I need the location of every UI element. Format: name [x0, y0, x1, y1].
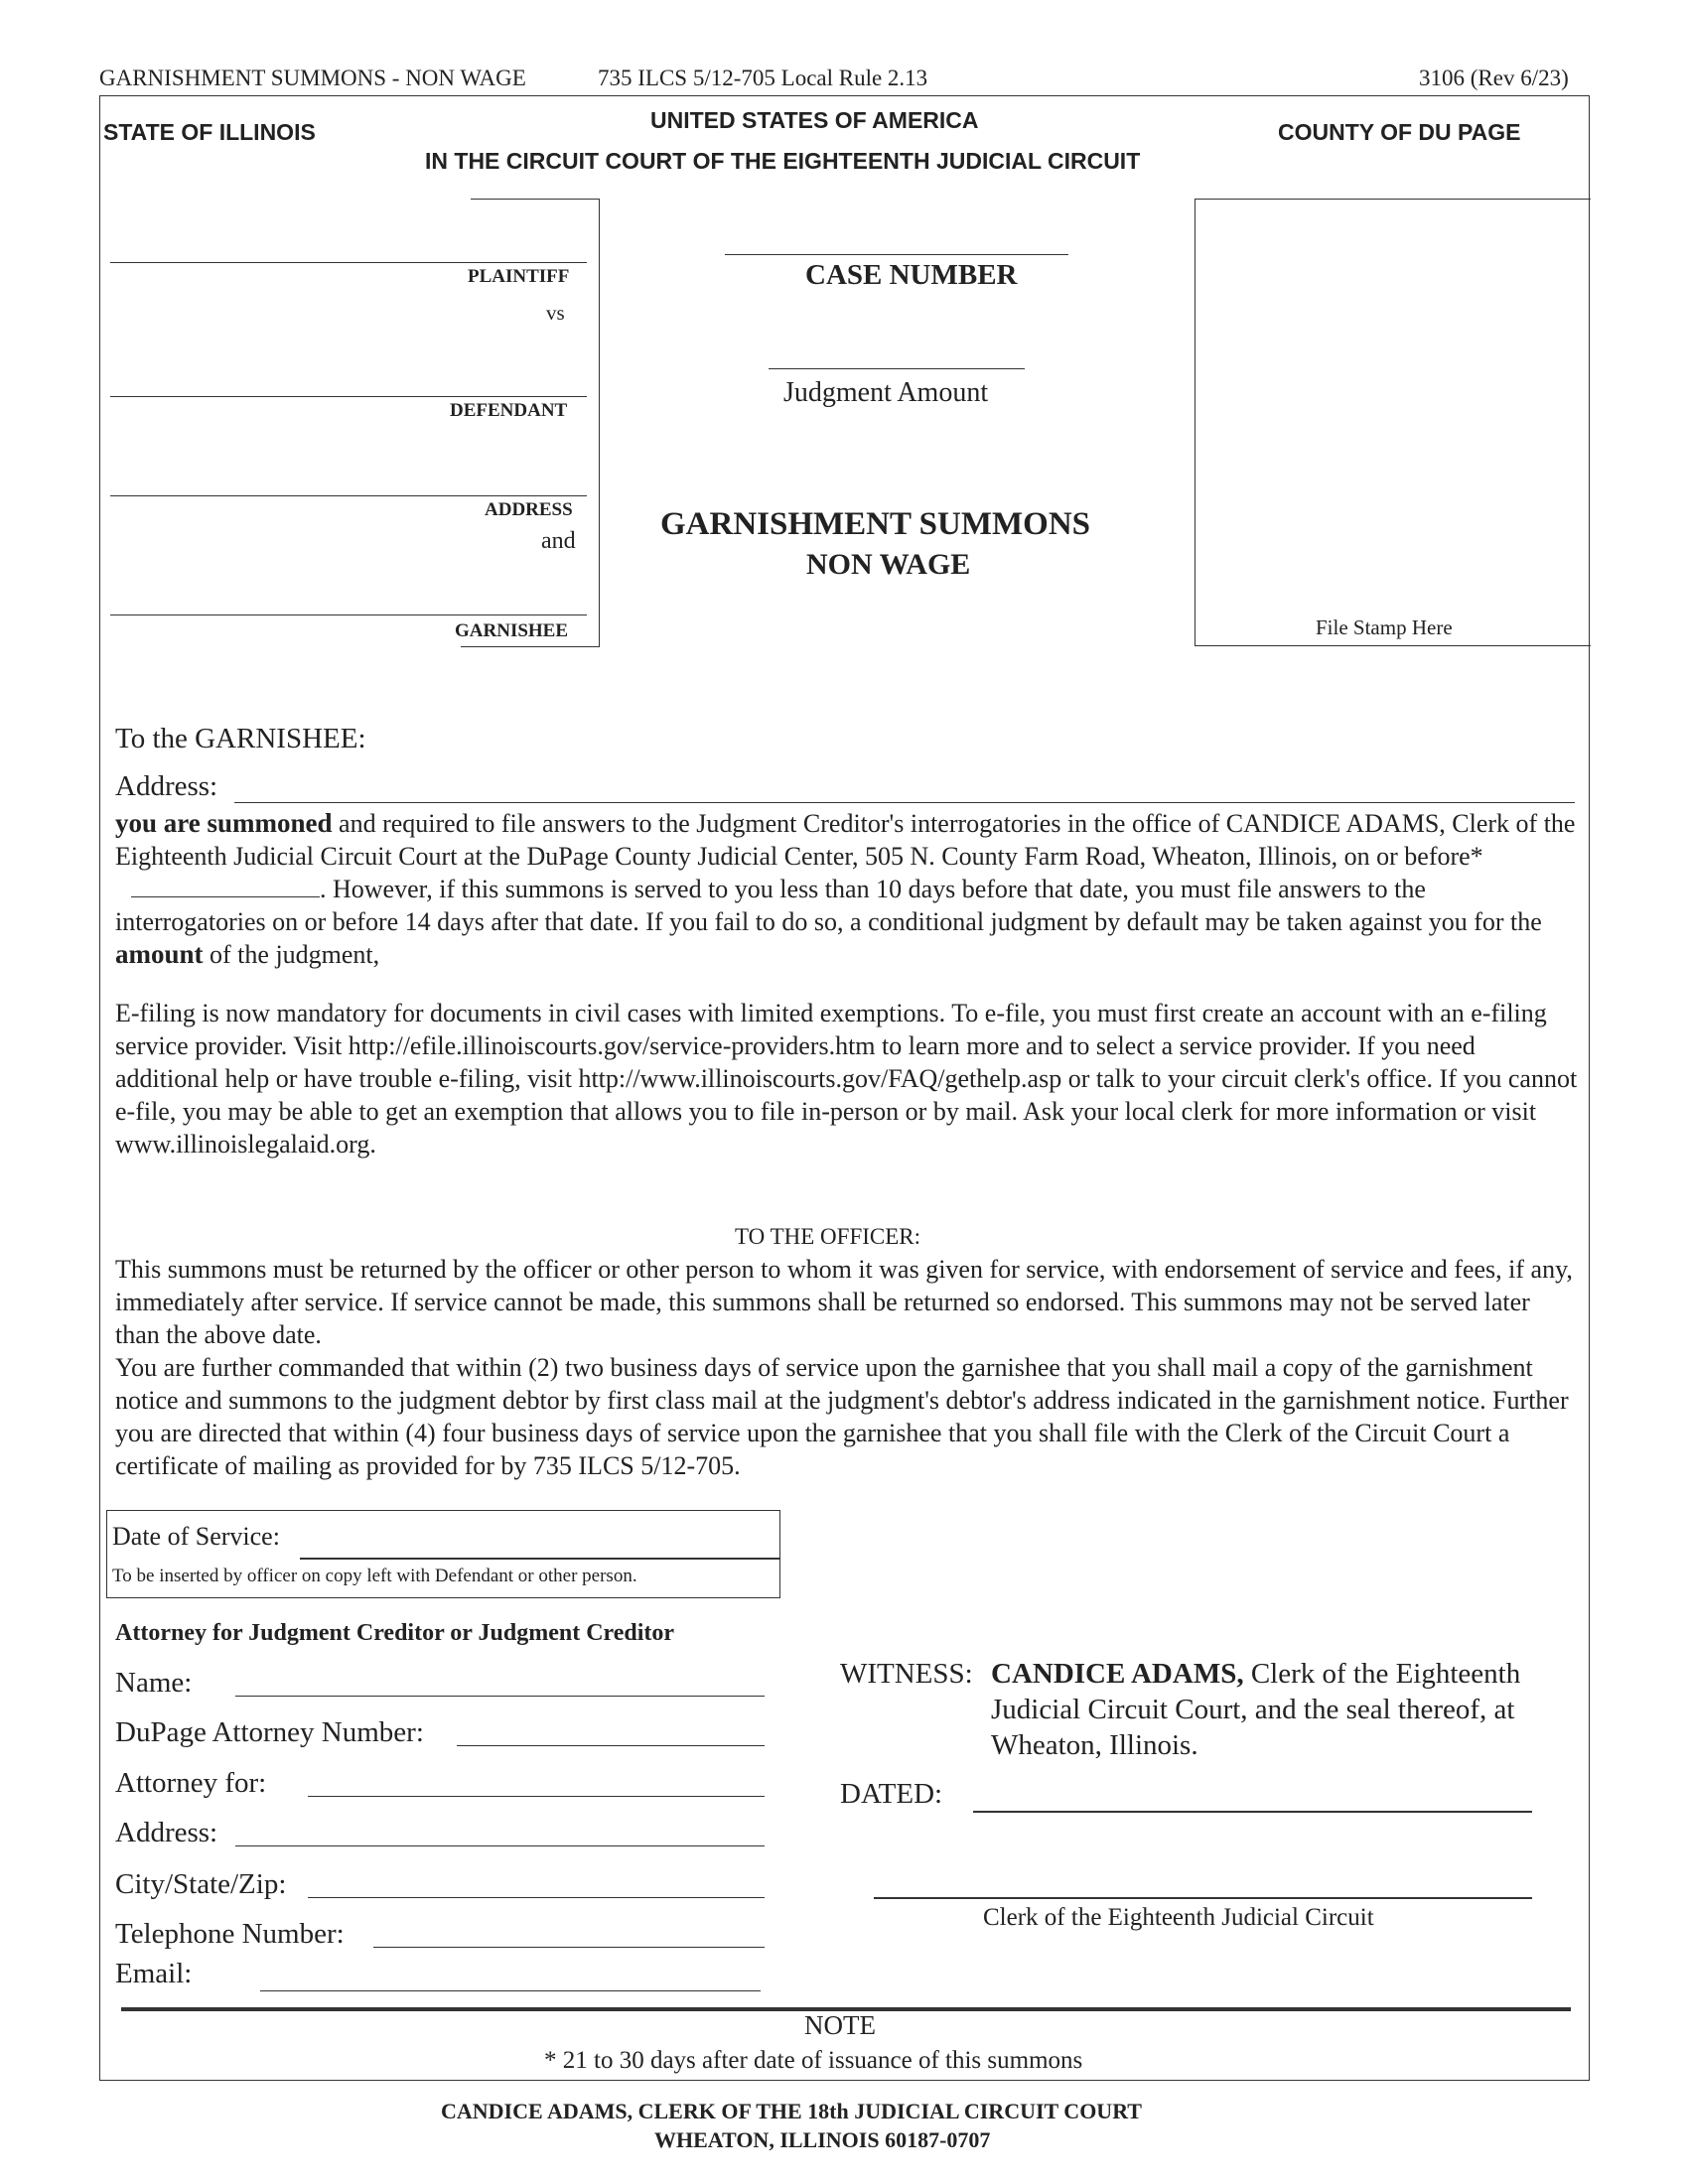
- county-label: COUNTY OF DU PAGE: [1278, 119, 1521, 145]
- address-label: ADDRESS: [485, 499, 573, 520]
- address-field[interactable]: [110, 495, 587, 496]
- summons-text-c: of the judgment,: [203, 940, 380, 969]
- email-label: Email:: [115, 1958, 193, 1989]
- attorney-heading: Attorney for Judgment Creditor or Judgment Creditor: [115, 1620, 675, 1646]
- attorney-address-label: Address:: [115, 1817, 218, 1848]
- city-state-zip-field[interactable]: [308, 1897, 765, 1898]
- case-number-field[interactable]: [725, 254, 1068, 255]
- officer-paragraph-1: This summons must be returned by the officer or other person to whom it was given for service, with endorsement of service and fees, if any, immediately after service. If service cannot be made, this summons shall be returned so endorsed. This summons may not be served later than the above date.: [115, 1255, 1573, 1349]
- officer-paragraph-2: You are further commanded that within (2) two business days of service upon the garnishee that you shall mail a copy of the garnishment notice and summons to the judgment debtor by first class mail at the judgment's debtor's address indicated in the garnishment notice. Further you are directed that within (4) four business days of service upon the garnishee that you shall file with the Clerk of the Circuit Court a certificate of mailing as provided for by 735 ILCS 5/12-705.: [115, 1353, 1569, 1480]
- defendant-field[interactable]: [110, 396, 587, 397]
- statute-reference: 735 ILCS 5/12-705 Local Rule 2.13: [598, 66, 928, 90]
- state-label: STATE OF ILLINOIS: [103, 119, 316, 145]
- date-of-service-label: Date of Service:: [112, 1522, 280, 1551]
- garnishee-address-field[interactable]: [234, 802, 1575, 803]
- telephone-label: Telephone Number:: [115, 1918, 345, 1950]
- footer-line-1: CANDICE ADAMS, CLERK OF THE 18th JUDICIAL CIRCUIT COURT: [441, 2099, 1142, 2123]
- clerk-signature-line[interactable]: [874, 1897, 1532, 1899]
- note-heading: NOTE: [804, 2010, 876, 2040]
- judgment-amount-label: Judgment Amount: [783, 377, 989, 408]
- garnishee-label: GARNISHEE: [455, 620, 569, 641]
- summons-paragraph: [115, 807, 1581, 971]
- document-subtitle: NON WAGE: [806, 548, 971, 581]
- attorney-name-label: Name:: [115, 1667, 193, 1699]
- clerk-signature-label: Clerk of the Eighteenth Judicial Circuit: [983, 1904, 1374, 1931]
- file-stamp-label: File Stamp Here: [1316, 615, 1453, 639]
- email-field[interactable]: [260, 1990, 761, 1991]
- form-title: GARNISHMENT SUMMONS - NON WAGE: [99, 66, 526, 90]
- officer-heading: TO THE OFFICER:: [735, 1224, 921, 1249]
- witness-label: WITNESS:: [840, 1658, 973, 1690]
- judgment-amount-field[interactable]: [769, 368, 1025, 369]
- clerk-name: CANDICE ADAMS,: [991, 1658, 1244, 1690]
- caption-top-rule: [471, 199, 600, 200]
- file-stamp-box: [1195, 199, 1591, 646]
- and-label: and: [541, 528, 576, 554]
- summons-text-b: . However, if this summons is served to you less than 10 days before that date, you must file answers to the interrogatories on or before 14 days after that date. If you fail to do so, a conditional judgment by default may be taken against you for the: [115, 875, 1542, 936]
- summons-text-a: and required to file answers to the Judgment Creditor's interrogatories in the office of CANDICE ADAMS, Clerk of the Eighteenth Judicial Circuit Court at the DuPage County Judicial Center, 505 N. County Farm Road, Wheaton, Illinois, on or before*: [115, 809, 1576, 871]
- witness-line-1: [991, 1658, 1520, 1691]
- telephone-field[interactable]: [373, 1947, 765, 1948]
- dated-field[interactable]: [973, 1811, 1532, 1813]
- dupage-number-label: DuPage Attorney Number:: [115, 1716, 424, 1748]
- attorney-for-label: Attorney for:: [115, 1767, 267, 1799]
- case-number-label: CASE NUMBER: [805, 259, 1018, 291]
- efiling-paragraph: E-filing is now mandatory for documents in civil cases with limited exemptions. To e-file, you must first create an account with an e-filing service provider. Visit http://efile.illinoiscourts.gov/service-providers.htm to learn more and to select a service provider. If you need additional help or have trouble e-filing, visit http://www.illinoiscourts.gov/FAQ/gethelp.asp or talk to your circuit clerk's office. If you cannot e-file, you may be able to get an exemption that allows you to file in-person or by mail. Ask your local clerk for more information or visit www.illinoislegalaid.org.: [115, 999, 1578, 1159]
- court-label: IN THE CIRCUIT COURT OF THE EIGHTEENTH JUDICIAL CIRCUIT: [425, 148, 1141, 174]
- attorney-name-field[interactable]: [235, 1696, 765, 1697]
- caption-right-rule: [599, 199, 600, 646]
- attorney-for-field[interactable]: [308, 1796, 765, 1797]
- country-label: UNITED STATES OF AMERICA: [650, 107, 979, 133]
- defendant-label: DEFENDANT: [450, 400, 568, 421]
- plaintiff-label: PLAINTIFF: [468, 266, 570, 287]
- form-number: 3106 (Rev 6/23): [1419, 66, 1569, 90]
- garnishee-field[interactable]: [110, 614, 587, 615]
- witness-line-1-rest: Clerk of the Eighteenth: [1243, 1658, 1521, 1690]
- caption-bottom-rule: [461, 646, 600, 647]
- plaintiff-field[interactable]: [110, 262, 587, 263]
- witness-line-3: Wheaton, Illinois.: [991, 1729, 1198, 1761]
- city-state-zip-label: City/State/Zip:: [115, 1868, 287, 1900]
- document-title: GARNISHMENT SUMMONS: [660, 506, 1091, 542]
- attorney-address-field[interactable]: [235, 1845, 765, 1846]
- garnishee-address-label: Address:: [115, 770, 218, 802]
- witness-line-2: Judicial Circuit Court, and the seal thereof, at: [991, 1694, 1515, 1725]
- footer-line-2: WHEATON, ILLINOIS 60187-0707: [654, 2127, 991, 2152]
- note-text: * 21 to 30 days after date of issuance of this summons: [544, 2047, 1083, 2074]
- summoned-text: you are summoned: [115, 808, 333, 838]
- date-of-service-field[interactable]: [300, 1558, 780, 1560]
- dupage-number-field[interactable]: [457, 1745, 765, 1746]
- vs-label: vs: [546, 301, 565, 325]
- amount-text: amount: [115, 939, 204, 969]
- dated-label: DATED:: [840, 1778, 943, 1810]
- service-note: To be inserted by officer on copy left with Defendant or other person.: [112, 1566, 637, 1586]
- to-garnishee-label: To the GARNISHEE:: [115, 723, 366, 754]
- answer-date-field[interactable]: [131, 877, 320, 897]
